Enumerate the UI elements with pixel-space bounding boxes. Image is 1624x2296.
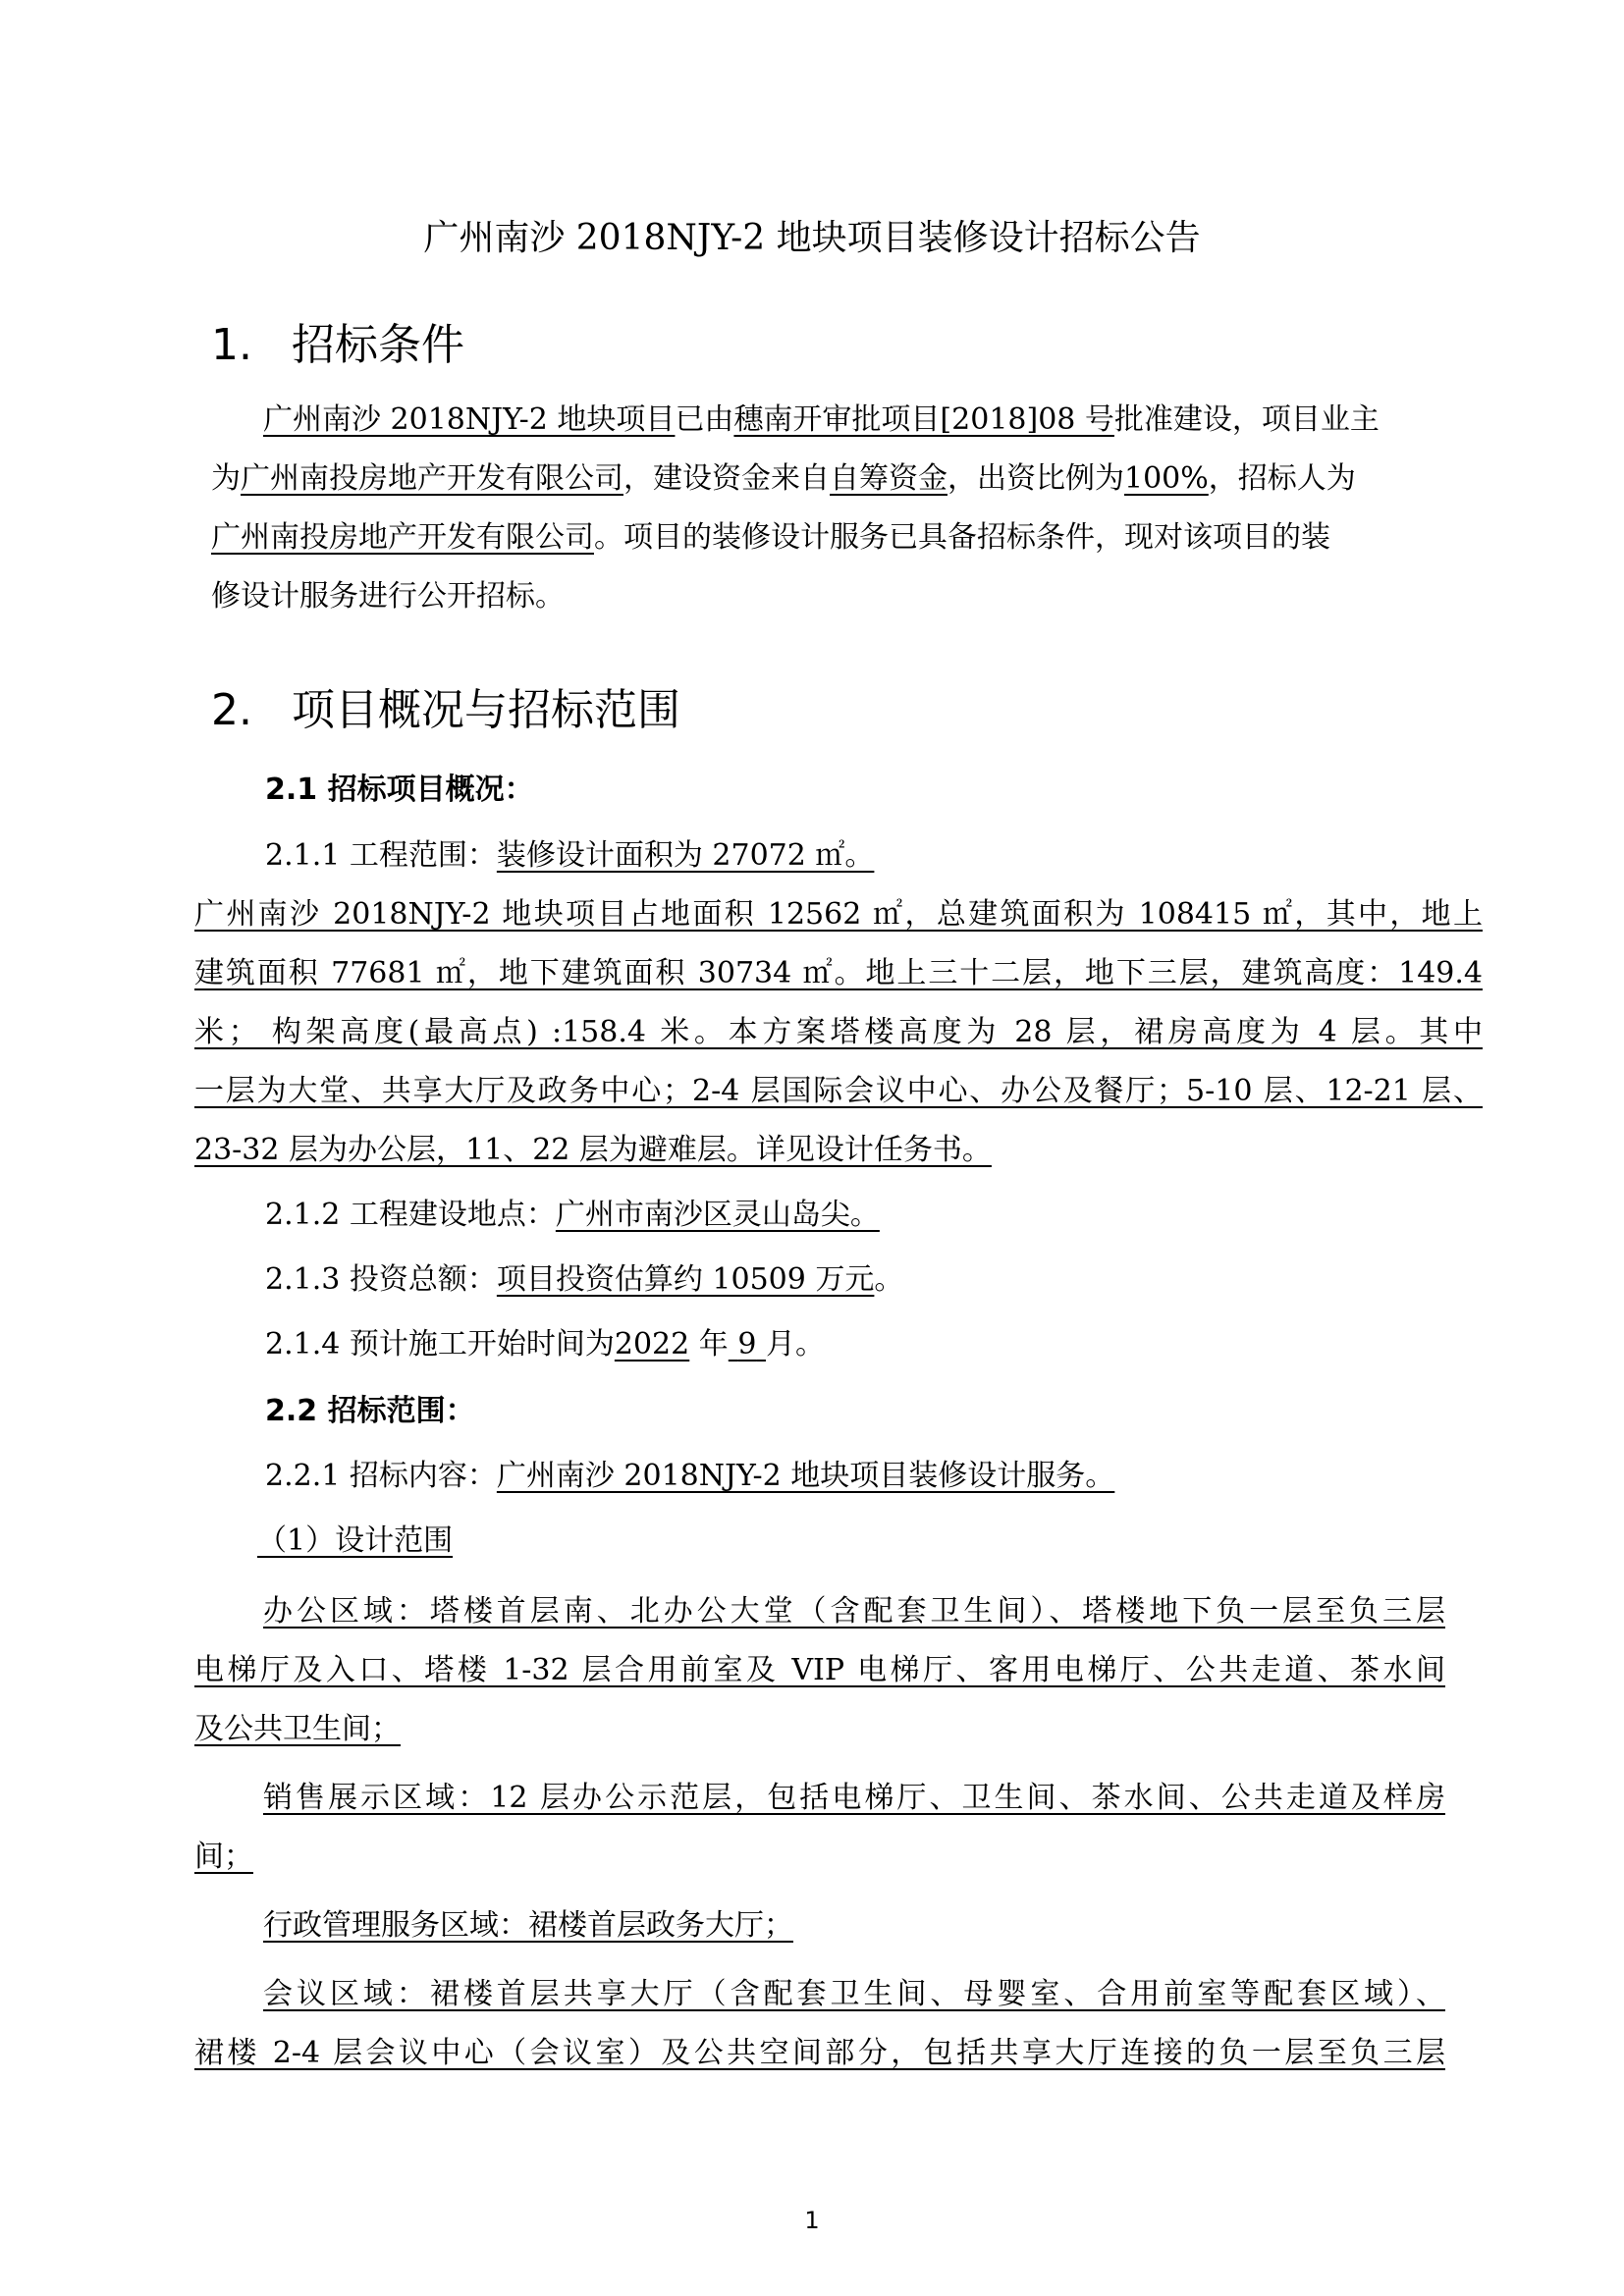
- section-1-number: 1.: [211, 320, 252, 370]
- office-area-line-2: 电梯厅及入口、塔楼 1-32 层合用前室及 VIP 电梯厅、客用电梯厅、公共走道、茶水间: [194, 1653, 1445, 1687]
- project-description-line-3: 米； 构架高度(最高点) :158.4 米。本方案塔楼高度为 28 层，裙房高度为 4 层。其中: [194, 1015, 1483, 1049]
- design-scope-heading: （1）设计范围: [257, 1523, 454, 1558]
- sales-area-line-1: 销售展示区域：12 层办公示范层，包括电梯厅、卫生间、茶水间、公共走道及样房: [263, 1781, 1445, 1815]
- s1-line-3: 广州南投房地产开发有限公司。项目的装修设计服务已具备招标条件，现对该项目的装: [211, 520, 1330, 555]
- s1-line-2: 为广州南投房地产开发有限公司，建设资金来自自筹资金，出资比例为100%，招标人为: [211, 461, 1356, 496]
- fund-source: 自筹资金: [830, 461, 947, 496]
- item-2-2-1: 2.2.1 招标内容：广州南沙 2018NJY-2 地块项目装修设计服务。: [265, 1459, 1115, 1493]
- subsection-2-1-heading: 2.1 招标项目概况：: [265, 773, 534, 807]
- fund-ratio: 100%: [1124, 461, 1209, 496]
- item-2-1-1: 2.1.1 工程范围：装修设计面积为 27072 ㎡。: [265, 838, 875, 873]
- project-owner: 广州南投房地产开发有限公司: [241, 461, 623, 496]
- s1-line-1: 广州南沙 2018NJY-2 地块项目已由穗南开审批项目[2018]08 号批准建设，项目业主: [263, 402, 1380, 437]
- project-description-line-2: 建筑面积 77681 ㎡，地下建筑面积 30734 ㎡。地上三十二层，地下三层，建筑高度：149.4: [194, 956, 1483, 990]
- start-month: 9: [737, 1327, 757, 1362]
- project-description-line-1: 广州南沙 2018NJY-2 地块项目占地面积 12562 ㎡，总建筑面积为 108415 ㎡，其中，地上: [194, 897, 1483, 932]
- item-2-1-3: 2.1.3 投资总额：项目投资估算约 10509 万元。: [265, 1262, 904, 1297]
- admin-area-line: 行政管理服务区域：裙楼首层政务大厅；: [263, 1908, 793, 1943]
- tenderer-name: 广州南投房地产开发有限公司: [211, 520, 594, 555]
- approval-number: 穗南开审批项目[2018]08 号: [733, 402, 1114, 437]
- item-2-1-2: 2.1.2 工程建设地点：广州市南沙区灵山岛尖。: [265, 1198, 880, 1232]
- subsection-2-2-heading: 2.2 招标范围：: [265, 1394, 475, 1428]
- start-year: 2022: [614, 1327, 690, 1362]
- s1-line-4: 修设计服务进行公开招标。: [211, 579, 565, 614]
- item-2-1-4: 2.1.4 预计施工开始时间为2022 年 9 月。: [265, 1327, 825, 1362]
- tender-content: 广州南沙 2018NJY-2 地块项目装修设计服务。: [496, 1459, 1115, 1493]
- section-1-heading: [211, 316, 800, 375]
- project-description-line-5: 23-32 层为办公层，11、22 层为避难层。详见设计任务书。: [194, 1133, 992, 1167]
- project-description-line-4: 一层为大堂、共享大厅及政务中心；2-4 层国际会议中心、办公及餐厅；5-10 层、12-21 层、: [194, 1074, 1483, 1108]
- office-area-line-3: 及公共卫生间；: [194, 1712, 401, 1746]
- investment-total: 项目投资估算约 10509 万元: [496, 1262, 875, 1297]
- section-1-title: 招标条件: [292, 320, 464, 370]
- section-2-title: 项目概况与招标范围: [292, 685, 680, 735]
- page-number: 1: [804, 2207, 820, 2234]
- section-2-heading: [211, 681, 997, 740]
- meeting-area-line-1: 会议区域：裙楼首层共享大厅（含配套卫生间、母婴室、合用前室等配套区域）、: [263, 1977, 1445, 2011]
- project-name: 广州南沙 2018NJY-2 地块项目: [263, 402, 676, 437]
- meeting-area-line-2: 裙楼 2-4 层会议中心（会议室）及公共空间部分，包括共享大厅连接的负一层至负三层: [194, 2036, 1445, 2070]
- section-2-number: 2.: [211, 685, 252, 735]
- office-area-line-1: 办公区域：塔楼首层南、北办公大堂（含配套卫生间）、塔楼地下负一层至负三层: [263, 1594, 1445, 1629]
- design-area: 装修设计面积为 27072 ㎡。: [496, 838, 875, 873]
- sales-area-line-2: 间；: [194, 1840, 253, 1874]
- construction-site: 广州市南沙区灵山岛尖。: [555, 1198, 880, 1232]
- document-title: 广州南沙 2018NJY-2 地块项目装修设计招标公告: [423, 218, 1201, 258]
